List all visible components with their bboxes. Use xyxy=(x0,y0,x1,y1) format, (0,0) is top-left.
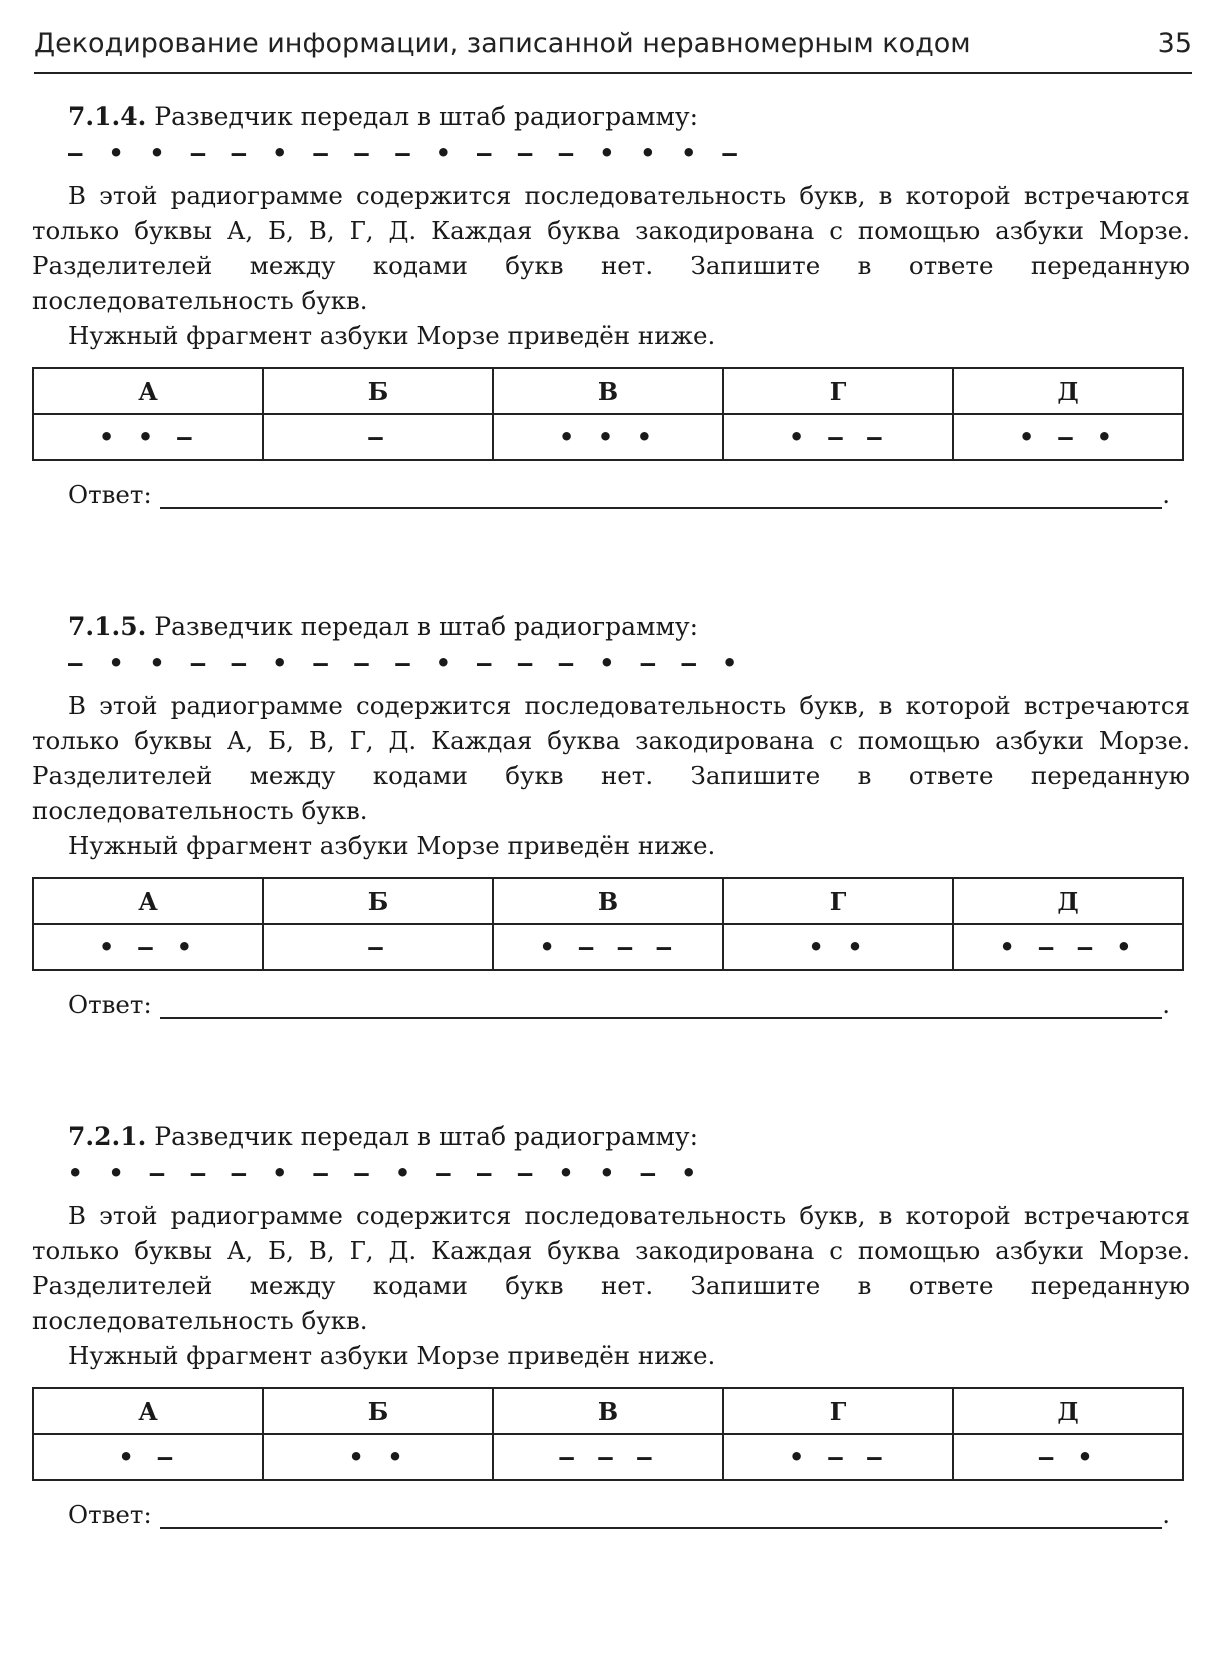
morse-codes-row xyxy=(33,414,1183,460)
morse-letter: А xyxy=(33,878,263,924)
answer-blank[interactable] xyxy=(160,507,1162,509)
morse-letter: В xyxy=(493,1388,723,1434)
radiogram-message: – • • – – • – – – • – – – • • • – xyxy=(68,139,743,167)
answer-line xyxy=(32,477,1190,513)
morse-letters-row xyxy=(33,368,1183,414)
page-number: 35 xyxy=(1157,28,1192,59)
task-heading xyxy=(32,610,1190,644)
task-number: 7.1.4. xyxy=(68,102,147,131)
task-note: Нужный фрагмент азбуки Морзе приведён ниже. xyxy=(68,831,716,860)
task-number: 7.1.5. xyxy=(68,612,147,641)
morse-letter: Д xyxy=(953,878,1183,924)
task-heading-text: Разведчик передал в штаб радиограмму: xyxy=(154,102,699,131)
task-number: 7.2.1. xyxy=(68,1122,147,1151)
morse-table xyxy=(32,1387,1184,1481)
task-body: В этой радиограмме содержится последовательность букв, в которой встречаются только буквы А, Б, В, Г, Д. Каждая буква закодирована с помощью азбуки Морзе. Разделителей между кодами букв нет. Запишите в ответе переданную последовательность букв. xyxy=(32,1201,1190,1335)
morse-letter: Г xyxy=(723,878,953,924)
answer-line xyxy=(32,987,1190,1023)
morse-table xyxy=(32,877,1184,971)
morse-letters-row xyxy=(33,1388,1183,1434)
morse-letter: В xyxy=(493,878,723,924)
morse-letter: Б xyxy=(263,878,493,924)
task-note: Нужный фрагмент азбуки Морзе приведён ниже. xyxy=(68,1341,716,1370)
morse-code: • • – xyxy=(33,414,263,460)
task-heading-text: Разведчик передал в штаб радиограмму: xyxy=(154,612,699,641)
morse-letter: Г xyxy=(723,1388,953,1434)
answer-end: . xyxy=(1162,1500,1170,1529)
morse-letter: Д xyxy=(953,368,1183,414)
morse-letter: В xyxy=(493,368,723,414)
task-heading-text: Разведчик передал в штаб радиограмму: xyxy=(154,1122,699,1151)
answer-blank[interactable] xyxy=(160,1527,1162,1529)
morse-code: • • xyxy=(263,1434,493,1480)
task-7-2-1 xyxy=(32,1120,1190,1533)
page-title: Декодирование информации, записанной неравномерным кодом xyxy=(34,28,971,59)
morse-letter: А xyxy=(33,368,263,414)
morse-code: • – – – xyxy=(493,924,723,970)
morse-code: • – xyxy=(33,1434,263,1480)
morse-letters-row xyxy=(33,878,1183,924)
morse-code: – – – xyxy=(493,1434,723,1480)
morse-code: • – – xyxy=(723,414,953,460)
answer-line xyxy=(32,1497,1190,1533)
morse-letter: А xyxy=(33,1388,263,1434)
morse-codes-row xyxy=(33,1434,1183,1480)
answer-label: Ответ: xyxy=(68,480,152,509)
morse-codes-row xyxy=(33,924,1183,970)
morse-code: • • xyxy=(723,924,953,970)
radiogram-message: – • • – – • – – – • – – – • – – • xyxy=(68,649,743,677)
task-body: В этой радиограмме содержится последовательность букв, в которой встречаются только буквы А, Б, В, Г, Д. Каждая буква закодирована с помощью азбуки Морзе. Разделителей между кодами букв нет. Запишите в ответе переданную последовательность букв. xyxy=(32,691,1190,825)
morse-letter: Б xyxy=(263,368,493,414)
morse-code: • – • xyxy=(33,924,263,970)
answer-label: Ответ: xyxy=(68,1500,152,1529)
answer-end: . xyxy=(1162,990,1170,1019)
morse-code: – xyxy=(263,414,493,460)
morse-code: • • • xyxy=(493,414,723,460)
task-7-1-4 xyxy=(32,100,1190,513)
morse-table xyxy=(32,367,1184,461)
task-7-1-5 xyxy=(32,610,1190,1023)
task-heading xyxy=(32,100,1190,134)
morse-letter: Д xyxy=(953,1388,1183,1434)
answer-label: Ответ: xyxy=(68,990,152,1019)
morse-code: • – – xyxy=(723,1434,953,1480)
morse-code: • – • xyxy=(953,414,1183,460)
answer-blank[interactable] xyxy=(160,1017,1162,1019)
page-header xyxy=(34,22,1192,74)
morse-code: – xyxy=(263,924,493,970)
morse-letter: Б xyxy=(263,1388,493,1434)
answer-end: . xyxy=(1162,480,1170,509)
task-body: В этой радиограмме содержится последовательность букв, в которой встречаются только буквы А, Б, В, Г, Д. Каждая буква закодирована с помощью азбуки Морзе. Разделителей между кодами букв нет. Запишите в ответе переданную последовательность букв. xyxy=(32,181,1190,315)
task-note: Нужный фрагмент азбуки Морзе приведён ниже. xyxy=(68,321,716,350)
radiogram-message: • • – – – • – – • – – – • • – • xyxy=(68,1159,702,1187)
morse-code: – • xyxy=(953,1434,1183,1480)
morse-letter: Г xyxy=(723,368,953,414)
task-heading xyxy=(32,1120,1190,1154)
morse-code: • – – • xyxy=(953,924,1183,970)
